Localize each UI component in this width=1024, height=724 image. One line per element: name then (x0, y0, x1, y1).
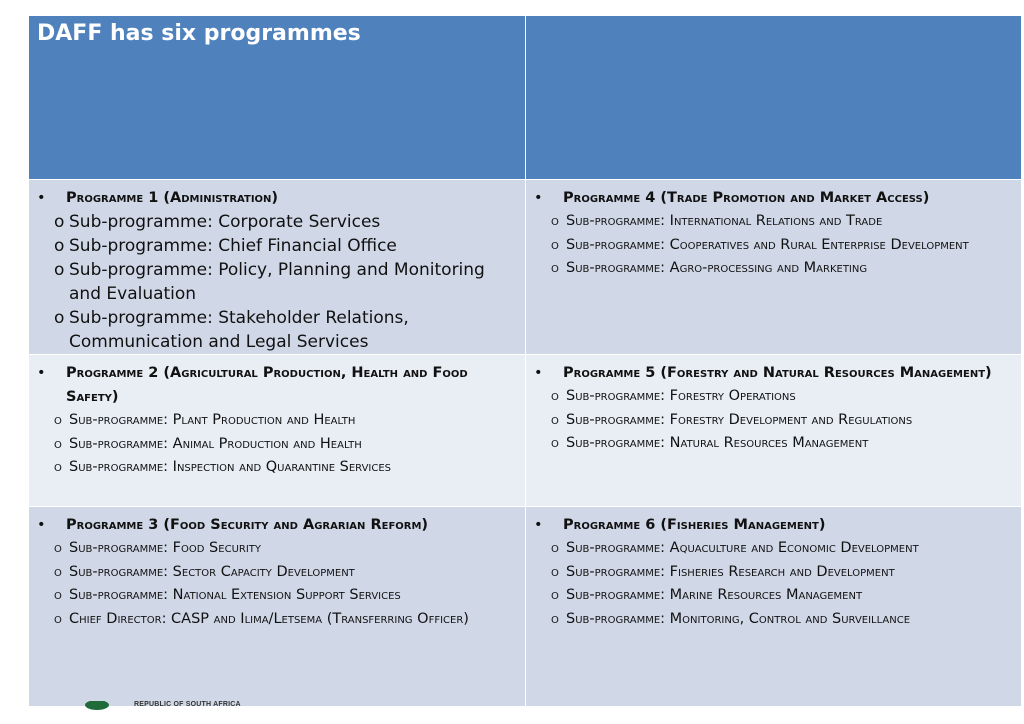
footer-text: REPUBLIC OF SOUTH AFRICA (134, 701, 241, 708)
sub-bullet-icon: o (54, 236, 65, 256)
bullet-icon: • (534, 190, 543, 206)
sub-bullet-icon: o (551, 236, 559, 253)
subprogramme-item: o Sub-programme: Plant Production and Health (35, 409, 519, 433)
programme-title: Programme 1 (Administration) (66, 190, 279, 206)
sub-bullet-icon: o (54, 308, 65, 328)
subprogramme-item: o Sub-programme: Fisheries Research and Development (532, 561, 1015, 585)
programme-cell (526, 180, 1022, 355)
subprogramme-item: o Sub-programme: Sector Capacity Development (35, 561, 519, 585)
subprogramme-item: o Sub-programme: Inspection and Quarantine Services (35, 456, 519, 480)
sub-bullet-icon: o (551, 435, 559, 451)
subprogramme-item: o Sub-programme: Marine Resources Management (532, 584, 1015, 608)
subprogramme-item: o Sub-programme: Animal Production and Health (35, 433, 519, 457)
subprogramme-item: o Sub-programme: Cooperatives and Rural Enterprise Development (532, 234, 1015, 258)
programme-title: Programme 2 (Agricultural Production, Health and Food Safety) (66, 365, 468, 405)
sub-bullet-icon: o (551, 540, 559, 556)
sub-bullet-icon: o (54, 459, 62, 475)
subprogramme-item: o Sub-programme: Forestry Operations (532, 385, 1015, 409)
subprogramme-item: o Sub-programme: Stakeholder Relations, Communication and Legal Services (54, 308, 409, 352)
subprogramme-list (35, 537, 519, 631)
sub-bullet-icon: o (54, 435, 62, 452)
sub-bullet-icon: o (54, 610, 62, 627)
programme-title: Programme 4 (Trade Promotion and Market Access) (563, 190, 930, 206)
subprogramme-item: o Sub-programme: Corporate Services (54, 212, 381, 232)
sub-bullet-icon: o (54, 260, 65, 280)
programme-heading (532, 186, 1015, 210)
programme-cell (29, 180, 526, 355)
sub-bullet-icon: o (54, 212, 65, 232)
subprogramme-item: o Sub-programme: Chief Financial Office (54, 236, 397, 256)
sub-bullet-icon: o (551, 213, 559, 229)
subprogramme-item: o Chief Director: CASP and Ilima/Letsema (Transferring Officer) (35, 608, 519, 632)
subprogramme-list (532, 385, 1015, 456)
sub-bullet-icon: o (551, 587, 559, 603)
subprogramme-item: o Sub-programme: Policy, Planning and Monitoring and Evaluation (54, 260, 485, 304)
subprogramme-item: o Sub-programme: Forestry Development and Regulations (532, 409, 1015, 433)
programme-cell (526, 355, 1022, 507)
sub-bullet-icon: o (551, 563, 559, 580)
subprogramme-list (35, 409, 519, 480)
programme-cell (29, 355, 526, 507)
subprogramme-item: o Sub-programme: Agro-processing and Marketing (532, 257, 1015, 281)
subprogramme-list (35, 210, 519, 354)
subprogramme-item: o Sub-programme: Monitoring, Control and Surveillance (532, 608, 1015, 632)
bullet-icon: • (37, 365, 46, 381)
bullet-icon: • (534, 365, 543, 381)
programme-title: Programme 6 (Fisheries Management) (563, 517, 826, 533)
bullet-icon: • (37, 190, 46, 206)
sub-bullet-icon: o (54, 412, 62, 428)
sub-bullet-icon: o (54, 540, 62, 556)
subprogramme-item: o Sub-programme: International Relations and Trade (532, 210, 1015, 234)
programme-cell (29, 507, 526, 707)
programmes-table (28, 15, 1022, 707)
sub-bullet-icon: o (551, 260, 559, 276)
programme-heading (35, 513, 519, 537)
programme-cell (526, 507, 1022, 707)
sub-bullet-icon: o (551, 610, 559, 627)
sub-bullet-icon: o (551, 411, 559, 428)
subprogramme-item: o Sub-programme: Natural Resources Management (532, 432, 1015, 456)
programme-title: Programme 3 (Food Security and Agrarian Reform) (66, 517, 429, 533)
sub-bullet-icon: o (54, 587, 62, 603)
bullet-icon: • (37, 517, 46, 533)
sub-bullet-icon: o (54, 563, 62, 580)
slide-title: DAFF has six programmes (37, 21, 361, 46)
bullet-icon: • (534, 517, 543, 533)
programme-heading (532, 513, 1015, 537)
header-cell-left (29, 16, 526, 180)
coat-of-arms-logo (82, 701, 112, 711)
subprogramme-list (532, 537, 1015, 631)
subprogramme-item: o Sub-programme: Food Security (35, 537, 519, 561)
subprogramme-item: o Sub-programme: National Extension Support Services (35, 584, 519, 608)
programme-heading (532, 361, 1015, 385)
sub-bullet-icon: o (551, 388, 559, 404)
programme-heading (35, 186, 519, 210)
subprogramme-list (532, 210, 1015, 281)
programme-title: Programme 5 (Forestry and Natural Resources Management) (563, 365, 992, 381)
programme-heading (35, 361, 519, 409)
header-cell-right (526, 16, 1022, 180)
subprogramme-item: o Sub-programme: Aquaculture and Economic Development (532, 537, 1015, 561)
